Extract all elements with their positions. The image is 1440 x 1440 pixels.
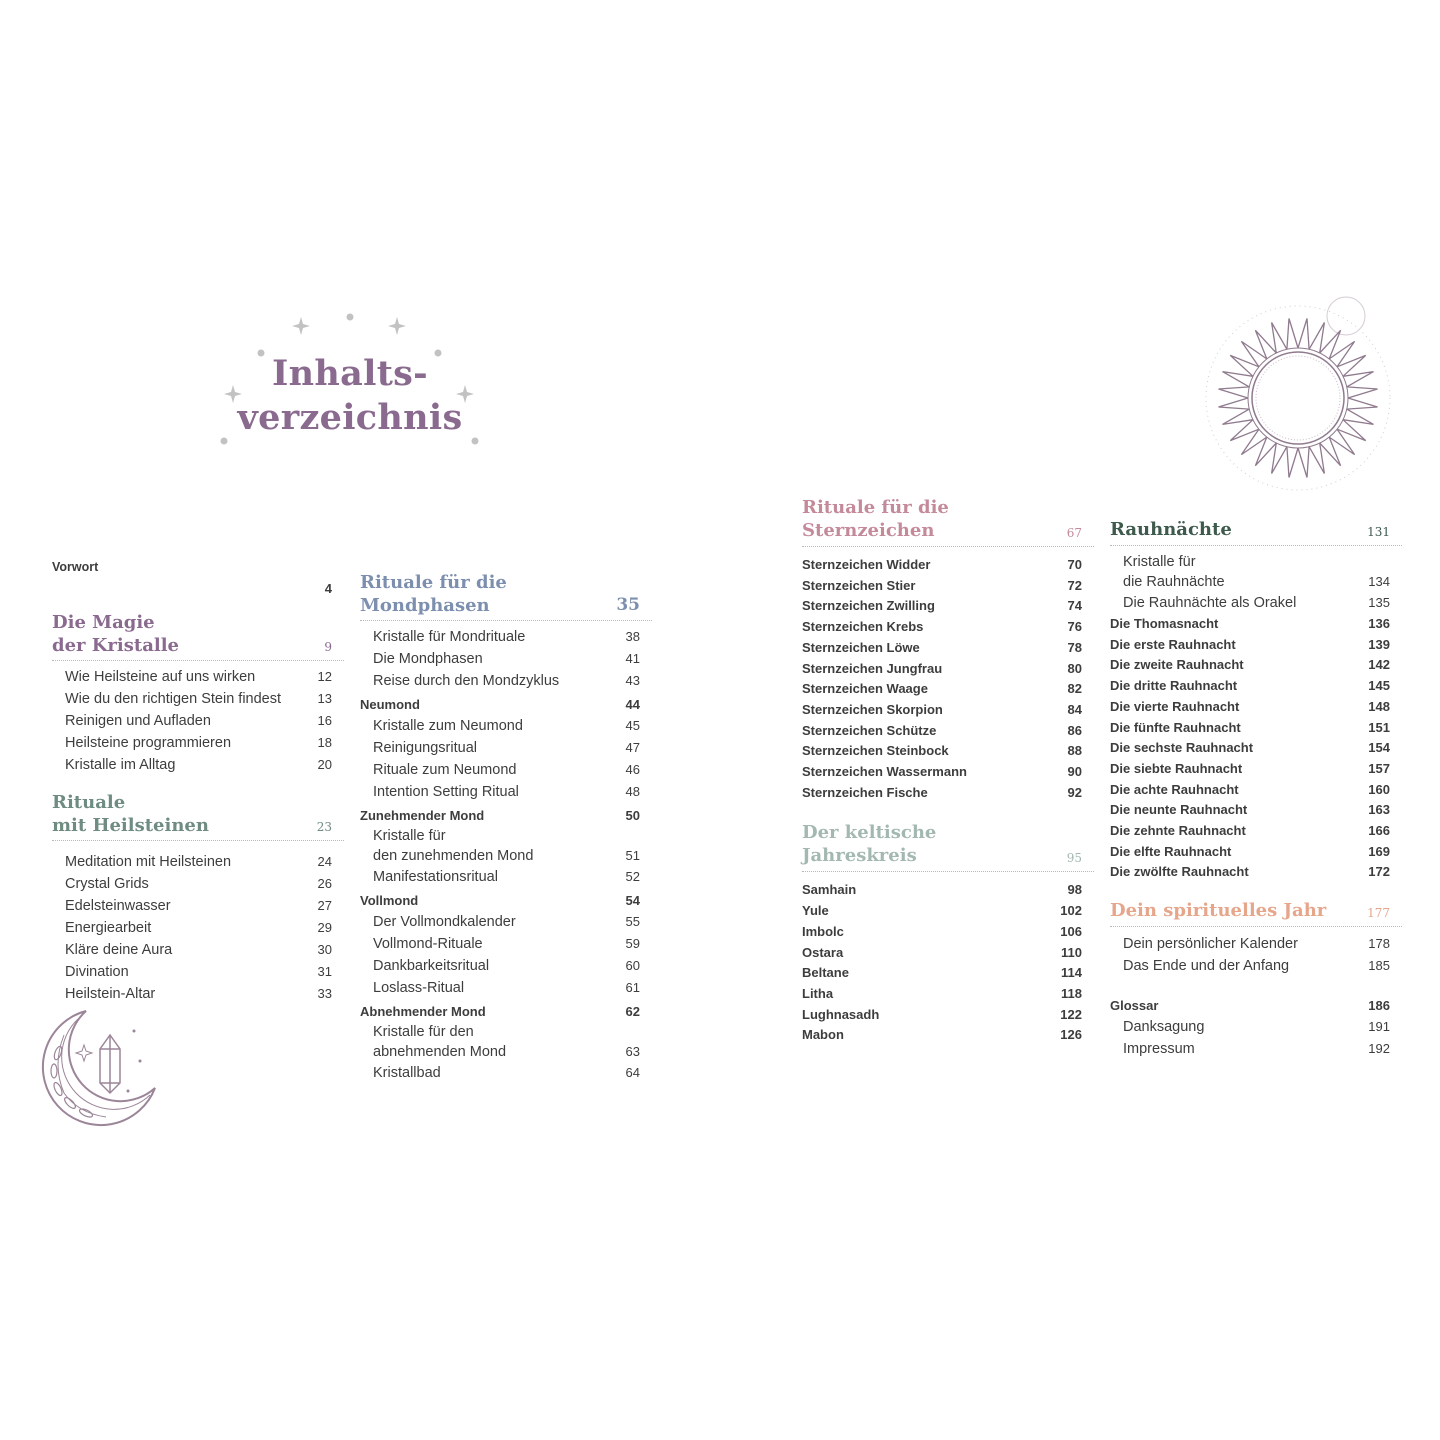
entry-page: 12: [317, 669, 332, 684]
entry-label: Die Rauhnächte als Orakel: [1123, 595, 1297, 611]
toc-entry[interactable]: [1110, 933, 1402, 955]
entry-page: 55: [625, 914, 640, 929]
entry-label: Reinigungsritual: [373, 740, 477, 756]
entry-page: 136: [1368, 616, 1390, 631]
entry-label: Sternzeichen Löwe: [802, 639, 920, 655]
entry-page: 148: [1368, 698, 1390, 714]
toc-entry[interactable]: [1110, 780, 1402, 801]
entry-label: Manifestationsritual: [373, 869, 498, 885]
toc-entry-vorwort[interactable]: [52, 536, 344, 599]
entry-page: 64: [625, 1065, 640, 1080]
entry-label: Rituale zum Neumond: [373, 762, 517, 778]
toc-list-anhang: [1110, 995, 1402, 1060]
section-page: 23: [316, 820, 332, 834]
toc-entry[interactable]: [1110, 800, 1402, 821]
entry-label: Divination: [65, 964, 129, 980]
section-title: Die Magie der Kristalle: [52, 612, 179, 656]
entry-page: 151: [1368, 719, 1390, 735]
entry-label: Danksagung: [1123, 1019, 1205, 1036]
entry-page: 74: [1067, 598, 1082, 614]
sparkle-icon: [388, 317, 406, 335]
toc-entry[interactable]: [52, 939, 344, 961]
toc-entry-heading[interactable]: [360, 805, 652, 826]
toc-entry[interactable]: [52, 710, 344, 732]
entry-label: Lughnasadh: [802, 1006, 880, 1022]
toc-entry[interactable]: [1110, 592, 1402, 614]
page-title: [210, 352, 490, 440]
entry-label: Mabon: [802, 1027, 844, 1043]
entry-label: Imbolc: [802, 923, 844, 939]
entry-page: 134: [1368, 574, 1390, 589]
section-page: 131: [1367, 525, 1390, 539]
toc-list-spirituell: [1110, 933, 1402, 977]
entry-page: 80: [1067, 660, 1082, 676]
entry-page: 172: [1368, 864, 1390, 880]
section-page: 35: [616, 595, 640, 615]
toc-entry[interactable]: [802, 659, 1094, 680]
toc-entry[interactable]: [802, 596, 1094, 617]
entry-label: Vollmond-Rituale: [373, 936, 483, 952]
entry-label: Sternzeichen Krebs: [802, 619, 924, 635]
entry-page: 122: [1060, 1006, 1082, 1022]
entry-label: Loslass-Ritual: [373, 980, 465, 996]
section-page: 95: [1066, 851, 1082, 866]
entry-page: 106: [1060, 923, 1082, 939]
entry-label: Die siebte Rauhnacht: [1110, 760, 1243, 776]
section-header-kristalle[interactable]: [52, 611, 344, 661]
toc-entry[interactable]: [1110, 842, 1402, 863]
entry-label: Wie Heilsteine auf uns wirken: [65, 669, 256, 685]
toc-column-2: [360, 571, 652, 1084]
entry-page: 54: [625, 893, 640, 908]
entry-label: Sternzeichen Jungfrau: [802, 660, 943, 676]
entry-label: Reise durch den Mondzyklus: [373, 673, 560, 689]
toc-list-rauhnaechte: [1110, 552, 1402, 614]
toc-entry[interactable]: [360, 1022, 652, 1062]
section-page: 177: [1367, 906, 1390, 921]
entry-page: 46: [625, 762, 640, 777]
entry-page: 29: [317, 920, 332, 935]
entry-page: 178: [1368, 936, 1390, 952]
entry-page: 78: [1067, 639, 1082, 655]
entry-page: 186: [1368, 998, 1390, 1014]
entry-label: Wie du den richtigen Stein findest: [65, 691, 282, 707]
entry-label: Abnehmender Mond: [360, 1004, 486, 1019]
toc-entry[interactable]: [1110, 635, 1402, 656]
entry-label: Samhain: [802, 882, 857, 898]
entry-label: Kristalle zum Neumond: [373, 718, 523, 734]
entry-label: Sternzeichen Stier: [802, 577, 916, 593]
entry-label: Dankbarkeitsritual: [373, 958, 490, 974]
toc-entry[interactable]: [802, 1005, 1094, 1026]
section-title: Rituale für die Sternzeichen: [802, 497, 949, 541]
toc-entry[interactable]: [802, 617, 1094, 638]
toc-entry[interactable]: [360, 1062, 652, 1084]
entry-label: Intention Setting Ritual: [373, 784, 519, 800]
entry-label: Sternzeichen Widder: [802, 557, 931, 572]
toc-entry[interactable]: [52, 895, 344, 917]
toc-entry[interactable]: [1110, 821, 1402, 842]
entry-label: Die fünfte Rauhnacht: [1110, 719, 1241, 735]
section-header-rauhnaechte[interactable]: [1110, 518, 1402, 546]
toc-entry[interactable]: [52, 688, 344, 710]
entry-page: 41: [625, 651, 640, 666]
entry-page: 191: [1368, 1019, 1390, 1035]
entry-page: 47: [625, 740, 640, 755]
entry-label: Sternzeichen Zwilling: [802, 598, 935, 614]
toc-entry-heading[interactable]: [360, 1001, 652, 1022]
entry-label: Meditation mit Heilsteinen: [65, 854, 232, 870]
entry-page: 27: [317, 898, 332, 913]
toc-list-sternzeichen: [802, 555, 1094, 803]
entry-label: Edelsteinwasser: [65, 898, 171, 914]
entry-page: 60: [625, 958, 640, 973]
entry-label: Sternzeichen Waage: [802, 681, 928, 697]
entry-page: 61: [625, 980, 640, 995]
entry-page: 163: [1368, 802, 1390, 818]
entry-page: 114: [1061, 965, 1082, 981]
entry-label: Sternzeichen Fische: [802, 784, 928, 800]
entry-label: Die zwölfte Rauhnacht: [1110, 864, 1249, 880]
toc-entry[interactable]: [802, 555, 1094, 576]
entry-page: 31: [317, 964, 332, 979]
entry-page: 13: [317, 691, 332, 706]
page-title-line2: verzeichnis: [237, 397, 463, 438]
entry-page: 24: [317, 854, 332, 869]
entry-page: 26: [317, 876, 332, 891]
entry-page: 82: [1067, 681, 1082, 697]
entry-page: 142: [1368, 657, 1390, 673]
entry-page: 38: [625, 629, 640, 644]
crescent-moon-crystal-icon: [38, 1005, 163, 1130]
toc-list-jahreskreis: [802, 880, 1094, 1046]
entry-page: 166: [1368, 823, 1390, 839]
entry-label: Sternzeichen Steinbock: [802, 743, 949, 759]
entry-label: Die neunte Rauhnacht: [1110, 802, 1248, 818]
entry-label: Die Thomasnacht: [1110, 616, 1219, 631]
toc-entry[interactable]: [360, 626, 652, 648]
section-header-sternzeichen[interactable]: [802, 496, 1094, 547]
toc-entry[interactable]: [802, 783, 1094, 804]
entry-page: 154: [1368, 740, 1390, 756]
entry-label: Heilsteine programmieren: [65, 735, 232, 751]
toc-column-1: [52, 536, 344, 1005]
dot-icon: [347, 314, 354, 321]
entry-label: Zunehmender Mond: [360, 808, 485, 823]
toc-entry[interactable]: [802, 901, 1094, 922]
toc-entry[interactable]: [1110, 1016, 1402, 1038]
section-title: Dein spirituelles Jahr: [1110, 900, 1327, 922]
entry-page: 62: [625, 1004, 640, 1019]
toc-entry[interactable]: [1110, 759, 1402, 780]
section-header-heilsteine[interactable]: [52, 791, 344, 841]
entry-page: 135: [1368, 595, 1390, 610]
entry-page: 86: [1067, 722, 1082, 738]
entry-label: Die elfte Rauhnacht: [1110, 843, 1232, 859]
entry-page: 50: [625, 808, 640, 823]
toc-entry[interactable]: [52, 983, 344, 1005]
entry-label: Reinigen und Aufladen: [65, 713, 211, 729]
toc-entry[interactable]: [52, 961, 344, 983]
toc-list-rauhnaechte-nights: [1110, 614, 1402, 883]
section-page: 67: [1066, 526, 1082, 540]
entry-page: 139: [1368, 636, 1390, 652]
toc-entry[interactable]: [802, 700, 1094, 721]
toc-entry[interactable]: [1110, 676, 1402, 697]
toc-entry[interactable]: [360, 648, 652, 670]
entry-label: Die zweite Rauhnacht: [1110, 657, 1244, 673]
toc-entry[interactable]: [1110, 1038, 1402, 1060]
entry-label: Vorwort: [52, 560, 99, 574]
entry-page: 118: [1061, 985, 1082, 1001]
entry-page: 20: [317, 757, 332, 772]
entry-label: Kristalle für die Rauhnächte: [1123, 554, 1225, 590]
entry-label: Energiearbeit: [65, 920, 152, 936]
entry-label: Ostara: [802, 944, 844, 960]
entry-page: 110: [1061, 944, 1082, 960]
entry-page: 52: [625, 869, 640, 884]
entry-page: 92: [1067, 784, 1082, 800]
toc-entry[interactable]: [1110, 862, 1402, 883]
entry-page: 72: [1067, 577, 1082, 593]
entry-label: Kristalle für den abnehmenden Mond: [373, 1024, 507, 1060]
entry-page: 33: [317, 986, 332, 1001]
entry-page: 126: [1060, 1027, 1082, 1043]
entry-label: Neumond: [360, 697, 420, 712]
entry-label: Dein persönlicher Kalender: [1123, 936, 1298, 953]
toc-entry[interactable]: [360, 933, 652, 955]
toc-entry[interactable]: [360, 737, 652, 759]
entry-label: Impressum: [1123, 1041, 1195, 1058]
entry-label: Die erste Rauhnacht: [1110, 636, 1236, 652]
toc-entry[interactable]: [1110, 738, 1402, 759]
entry-label: Die vierte Rauhnacht: [1110, 698, 1240, 714]
toc-entry[interactable]: [802, 762, 1094, 783]
entry-page: 51: [625, 848, 640, 863]
entry-label: Vollmond: [360, 893, 419, 908]
page-title-line1: Inhalts-: [271, 353, 429, 394]
entry-label: Die zehnte Rauhnacht: [1110, 823, 1246, 839]
toc-entry[interactable]: [360, 781, 652, 803]
section-title: Rituale für die Mondphasen: [360, 572, 507, 616]
toc-entry[interactable]: [360, 866, 652, 888]
entry-label: Der Vollmondkalender: [373, 914, 516, 930]
entry-page: 16: [317, 713, 332, 728]
entry-page: 185: [1368, 958, 1390, 974]
section-header-jahreskreis[interactable]: [802, 821, 1094, 872]
sparkle-icon: [292, 317, 310, 335]
entry-label: Sternzeichen Skorpion: [802, 701, 943, 717]
entry-page: 70: [1067, 557, 1082, 572]
entry-page: 160: [1368, 781, 1390, 797]
entry-page: 192: [1368, 1041, 1390, 1057]
entry-label: Die achte Rauhnacht: [1110, 781, 1239, 797]
toc-entry[interactable]: [802, 880, 1094, 901]
toc-entry[interactable]: [360, 911, 652, 933]
toc-entry[interactable]: [1110, 955, 1402, 977]
entry-label: Beltane: [802, 965, 849, 981]
entry-label: Die Mondphasen: [373, 651, 483, 667]
toc-entry[interactable]: [360, 826, 652, 866]
entry-page: 88: [1067, 743, 1082, 759]
toc-entry[interactable]: [802, 679, 1094, 700]
entry-page: 48: [625, 784, 640, 799]
entry-label: Sternzeichen Wassermann: [802, 764, 967, 780]
entry-label: Die dritte Rauhnacht: [1110, 678, 1238, 694]
entry-page: 76: [1067, 619, 1082, 635]
toc-entry[interactable]: [1110, 655, 1402, 676]
entry-label: Kristallbad: [373, 1065, 441, 1081]
section-header-mondphasen[interactable]: [360, 571, 652, 621]
entry-page: 44: [625, 697, 640, 712]
toc-entry[interactable]: [802, 984, 1094, 1005]
entry-label: Heilstein-Altar: [65, 986, 156, 1002]
entry-label: Die sechste Rauhnacht: [1110, 740, 1254, 756]
entry-page: 59: [625, 936, 640, 951]
toc-list-kristalle: [52, 666, 344, 776]
toc-entry[interactable]: [52, 851, 344, 873]
toc-entry[interactable]: [52, 754, 344, 776]
toc-column-3: [802, 496, 1094, 1046]
entry-label: Kristalle für Mondrituale: [373, 629, 526, 645]
entry-label: Sternzeichen Schütze: [802, 722, 937, 738]
toc-list-mondphasen: [360, 626, 652, 1084]
section-title: Der keltische Jahreskreis: [802, 822, 937, 867]
toc-entry[interactable]: [360, 759, 652, 781]
entry-label: Kläre deine Aura: [65, 942, 173, 958]
toc-entry[interactable]: [52, 666, 344, 688]
section-header-spirituell[interactable]: [1110, 899, 1402, 927]
toc-column-4: [1110, 518, 1402, 1060]
toc-entry[interactable]: [802, 576, 1094, 597]
toc-entry-heading[interactable]: [360, 694, 652, 715]
entry-page: 145: [1368, 678, 1390, 694]
toc-entry[interactable]: [52, 732, 344, 754]
toc-entry[interactable]: [802, 943, 1094, 964]
entry-page: 4: [324, 581, 332, 596]
toc-entry[interactable]: [360, 977, 652, 999]
entry-page: 84: [1067, 701, 1082, 717]
entry-page: 43: [625, 673, 640, 688]
toc-entry[interactable]: [360, 955, 652, 977]
section-page: 9: [324, 640, 332, 654]
toc-entry-heading[interactable]: [360, 890, 652, 911]
entry-page: 90: [1067, 764, 1082, 780]
toc-entry[interactable]: [1110, 697, 1402, 718]
entry-page: 63: [625, 1044, 640, 1059]
toc-entry[interactable]: [360, 670, 652, 692]
section-title: Rauhnächte: [1110, 519, 1232, 540]
entry-label: Kristalle im Alltag: [65, 757, 176, 773]
toc-entry[interactable]: [1110, 614, 1402, 635]
toc-entry[interactable]: [1110, 718, 1402, 739]
section-title: Rituale mit Heilsteinen: [52, 792, 209, 836]
toc-list-heilsteine: [52, 851, 344, 1005]
entry-page: 45: [625, 718, 640, 733]
toc-entry[interactable]: [52, 873, 344, 895]
entry-label: Crystal Grids: [65, 876, 149, 892]
entry-label: Litha: [802, 985, 834, 1001]
entry-page: 18: [317, 735, 332, 750]
toc-entry[interactable]: [802, 638, 1094, 659]
toc-entry[interactable]: [802, 721, 1094, 742]
entry-label: Glossar: [1110, 998, 1159, 1014]
toc-entry-heading[interactable]: [1110, 995, 1402, 1016]
entry-page: 157: [1368, 760, 1390, 776]
toc-entry[interactable]: [802, 1025, 1094, 1046]
toc-entry[interactable]: [802, 922, 1094, 943]
entry-label: Kristalle für den zunehmenden Mond: [373, 828, 534, 864]
toc-entry[interactable]: [802, 741, 1094, 762]
entry-label: Yule: [802, 903, 829, 919]
toc-entry[interactable]: [802, 963, 1094, 984]
entry-label: Das Ende und der Anfang: [1123, 958, 1290, 975]
entry-page: 102: [1060, 903, 1082, 919]
entry-page: 98: [1067, 882, 1082, 898]
toc-entry[interactable]: [360, 715, 652, 737]
sun-icon: [1180, 290, 1420, 510]
toc-entry[interactable]: [1110, 552, 1402, 592]
entry-page: 169: [1368, 843, 1390, 859]
entry-page: 30: [317, 942, 332, 957]
toc-entry[interactable]: [52, 917, 344, 939]
